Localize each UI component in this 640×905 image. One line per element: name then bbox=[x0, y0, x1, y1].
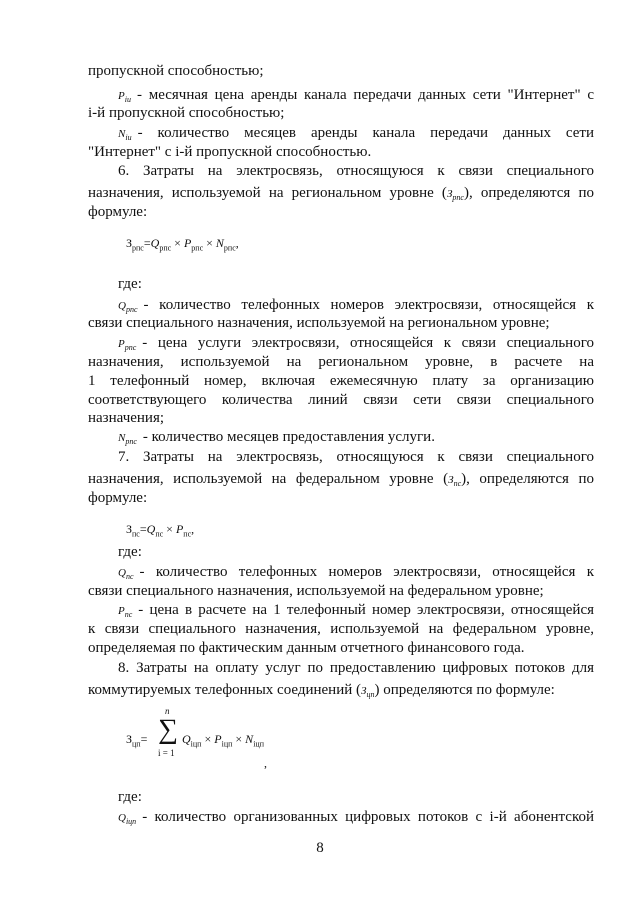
text-line: коммутируемых телефонных соединений $(З_{цп})$ определяются по формуле: bbox=[88, 682, 555, 700]
symbol-Q-rps: $Q_{рпс}$ bbox=[118, 300, 138, 315]
text-line: к связи специального назначения, используемой на федеральном уровне, bbox=[88, 621, 594, 637]
text-line: определяемая по фактическим данным отчетного финансового года. bbox=[88, 640, 525, 656]
text-line: назначения; bbox=[88, 410, 165, 426]
symbol-Z-rps: $З_{рпс}$ bbox=[446, 188, 464, 203]
text-line: где: bbox=[118, 544, 142, 560]
symbol-N-iu: $N_{iи}$ bbox=[118, 128, 132, 143]
symbol-N-rps: $N_{рпс}$ bbox=[118, 432, 137, 447]
text-line: "Интернет" с i-й пропускной способностью. bbox=[88, 144, 372, 160]
definition-line: $N_{iи}$ - количество месяцев аренды канала передачи данных сети bbox=[118, 125, 594, 143]
symbol-Q-ps: $Q_{пс}$ bbox=[118, 567, 134, 582]
text-line: связи специального назначения, используемой на федеральном уровне; bbox=[88, 583, 544, 599]
definition-line: $Q_{пс}$ - количество телефонных номеров электросвязи, относящейся к bbox=[118, 564, 594, 582]
formula-rps: $З_{рпс}=Q_{рпс} \times P_{рпс} \times N_{рпс}$, bbox=[126, 236, 239, 253]
section-heading-7: 7. Затраты на электросвязь, относящуюся к связи специального bbox=[118, 449, 594, 465]
text-line: назначения, используемой на региональном уровне, в расчете на bbox=[88, 354, 594, 370]
symbol-P-rps: $P_{рпс}$ bbox=[118, 338, 137, 353]
formula-tsp-terms: $Q_{iцп} \times P_{iцп} \times N_{iцп}$ bbox=[182, 732, 264, 749]
text-line: пропускной способностью; bbox=[88, 63, 264, 79]
formula-tsp-lhs: $З_{цп}=$ bbox=[126, 732, 148, 749]
text-line: связи специального назначения, используемой на региональном уровне; bbox=[88, 315, 550, 331]
definition-line: $Q_{iцп}$ - количество организованных цифровых потоков с i-й абонентской bbox=[118, 809, 594, 827]
summation-sign bbox=[158, 706, 180, 762]
symbol-P-ps: $P_{пс}$ bbox=[118, 605, 133, 620]
sum-symbol: ∑ bbox=[158, 714, 178, 745]
text-line: формуле: bbox=[88, 204, 148, 220]
formula-tsp-comma: , bbox=[264, 756, 267, 770]
text-line: назначения, используемой на региональном уровне $(З_{рпс})$, определяются по bbox=[88, 185, 594, 203]
page-number: 8 bbox=[316, 840, 324, 856]
definition-line: $P_{пс}$ - цена в расчете на 1 телефонный номер электросвязи, относящейся bbox=[118, 602, 594, 620]
sum-upper-limit: n bbox=[165, 706, 170, 716]
text-line: где: bbox=[118, 789, 142, 805]
definition-line: $P_{рпс}$ - цена услуги электросвязи, относящейся к связи специального bbox=[118, 335, 594, 353]
text-line: i-й пропускной способностью; bbox=[88, 105, 285, 121]
formula-ps: $З_{пс}=Q_{пс} \times P_{пс}$, bbox=[126, 522, 195, 539]
section-heading-8: 8. Затраты на оплату услуг по предоставлению цифровых потоков для bbox=[118, 660, 594, 676]
definition-line: $Q_{рпс}$ - количество телефонных номеров электросвязи, относящейся к bbox=[118, 297, 594, 315]
symbol-P-iu: $P_{iи}$ bbox=[118, 90, 131, 105]
symbol-Q-itsp: $Q_{iцп}$ bbox=[118, 812, 137, 827]
text-line: соответствующего количества линий связи сети связи специального bbox=[88, 392, 594, 408]
text-line: назначения, используемой на федеральном уровне $(З_{пс})$, определяются по bbox=[88, 471, 594, 489]
section-heading-6: 6. Затраты на электросвязь, относящуюся к связи специального bbox=[118, 163, 594, 179]
text-line: где: bbox=[118, 276, 142, 292]
definition-line: $N_{рпс}$ - количество месяцев предоставления услуги. bbox=[118, 429, 435, 447]
symbol-Z-tsp: $З_{цп}$ bbox=[361, 685, 375, 700]
text-line: формуле: bbox=[88, 490, 148, 506]
sum-lower-limit: i = 1 bbox=[158, 748, 175, 758]
definition-line: $P_{iи}$ - месячная цена аренды канала передачи данных сети "Интернет" с bbox=[118, 87, 594, 105]
text-line: 1 телефонный номер, включая ежемесячную плату за организацию bbox=[88, 373, 594, 389]
symbol-Z-ps: $З_{пс}$ bbox=[448, 474, 462, 489]
